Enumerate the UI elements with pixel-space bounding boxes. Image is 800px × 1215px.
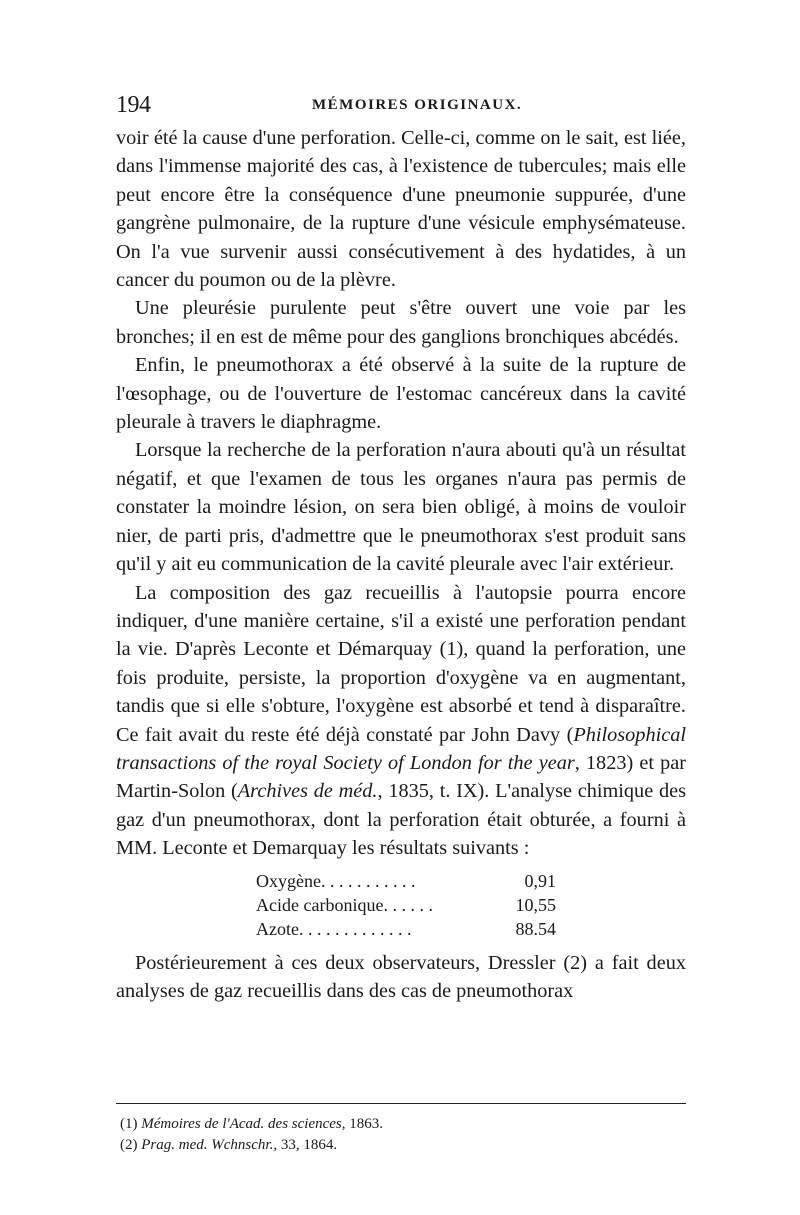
body-text xyxy=(116,124,686,1005)
page-number: 194 xyxy=(116,92,151,118)
gas-value: 88.54 xyxy=(515,918,556,939)
gas-analysis-table xyxy=(256,869,556,941)
footnote-rest: , 1863. xyxy=(341,1116,384,1132)
footnote-divider xyxy=(116,1103,686,1104)
gas-label: Acide carbonique. . . . . . xyxy=(256,894,433,915)
paragraph: Lorsque la recherche de la perforation n'aura abouti qu'à un résultat négatif, et que l'examen de tous les organes n'aura pas permis de constater la moindre lésion, on sera bien obligé, à moins de vouloir nier, de parti pris, d'admettre que le pneumothorax s'est produit sans qu'il y ait eu communication de la cavité pleurale avec l'air extérieur. xyxy=(116,439,686,576)
text-run: , 1835, t. IX). L'analyse chimique des gaz d'un pneumothorax, dont la perforation était obturée, a fourni à MM. Leconte et Demarquay les résultats suivants : xyxy=(116,780,686,860)
text-run: , 1823) et par Martin-Solon ( xyxy=(116,751,686,803)
gas-value: 10,55 xyxy=(515,894,556,915)
footnote xyxy=(120,1135,680,1156)
gas-value: 0,91 xyxy=(524,870,556,891)
citation-title: Archives de méd. xyxy=(237,780,378,803)
page-header xyxy=(116,92,686,122)
paragraph: voir été la cause d'une perforation. Celle-ci, comme on le sait, est liée, dans l'immense majorité des cas, à l'existence de tubercules; mais elle peut encore être la conséquence d'une pneumonie suppurée, d'une gangrène pulmonaire, de la rupture d'une vésicule emphysémateuse. On l'a vue survenir aussi consécutivement à des hydatides, à un cancer du poumon ou de la plèvre. xyxy=(116,127,686,292)
text-run: La composition des gaz recueillis à l'autopsie pourra encore indiquer, d'une manière certaine, s'il a existé une perforation pendant la vie. D'après Leconte et Démarquay (1), quand la perforation, une fois produite, persiste, la proportion d'oxygène va en augmentant, tandis que si elle s'obture, l'oxygène est absorbé et tend à disparaître. Ce fait avait du reste été déjà constaté par John Davy ( xyxy=(116,581,686,746)
footnote xyxy=(120,1114,680,1135)
paragraph: Une pleurésie purulente peut s'être ouvert une voie par les bronches; il en est de même pour des ganglions bronchiques abcédés. xyxy=(116,297,686,348)
running-title: MÉMOIRES ORIGINAUX. xyxy=(312,97,523,113)
paragraph: Enfin, le pneumothorax a été observé à la suite de la rupture de l'œsophage, ou de l'ouverture de l'estomac cancéreux dans la cavité pleurale à travers le diaphragme. xyxy=(116,354,686,434)
footnote-number: (2) xyxy=(120,1137,138,1153)
footnote-title: Mémoires de l'Acad. des sciences xyxy=(141,1116,342,1132)
table-row xyxy=(256,869,556,893)
gas-label: Azote. . . . . . . . . . . . . xyxy=(256,918,412,939)
table-row xyxy=(256,917,556,941)
footnote-rest: , 33, 1864. xyxy=(273,1137,338,1153)
footnote-number: (1) xyxy=(120,1116,138,1132)
footnotes xyxy=(120,1114,680,1156)
paragraph: Postérieurement à ces deux observateurs, Dressler (2) a fait deux analyses de gaz recueillis dans des cas de pneumothorax xyxy=(116,951,686,1002)
paragraph-gas-composition xyxy=(116,579,686,863)
footnote-title: Prag. med. Wchnschr. xyxy=(141,1137,274,1153)
gas-label: Oxygène. . . . . . . . . . . xyxy=(256,870,416,891)
table-row xyxy=(256,893,556,917)
citation-title: Philosophical transactions of the royal Society of London for the year xyxy=(116,723,686,774)
